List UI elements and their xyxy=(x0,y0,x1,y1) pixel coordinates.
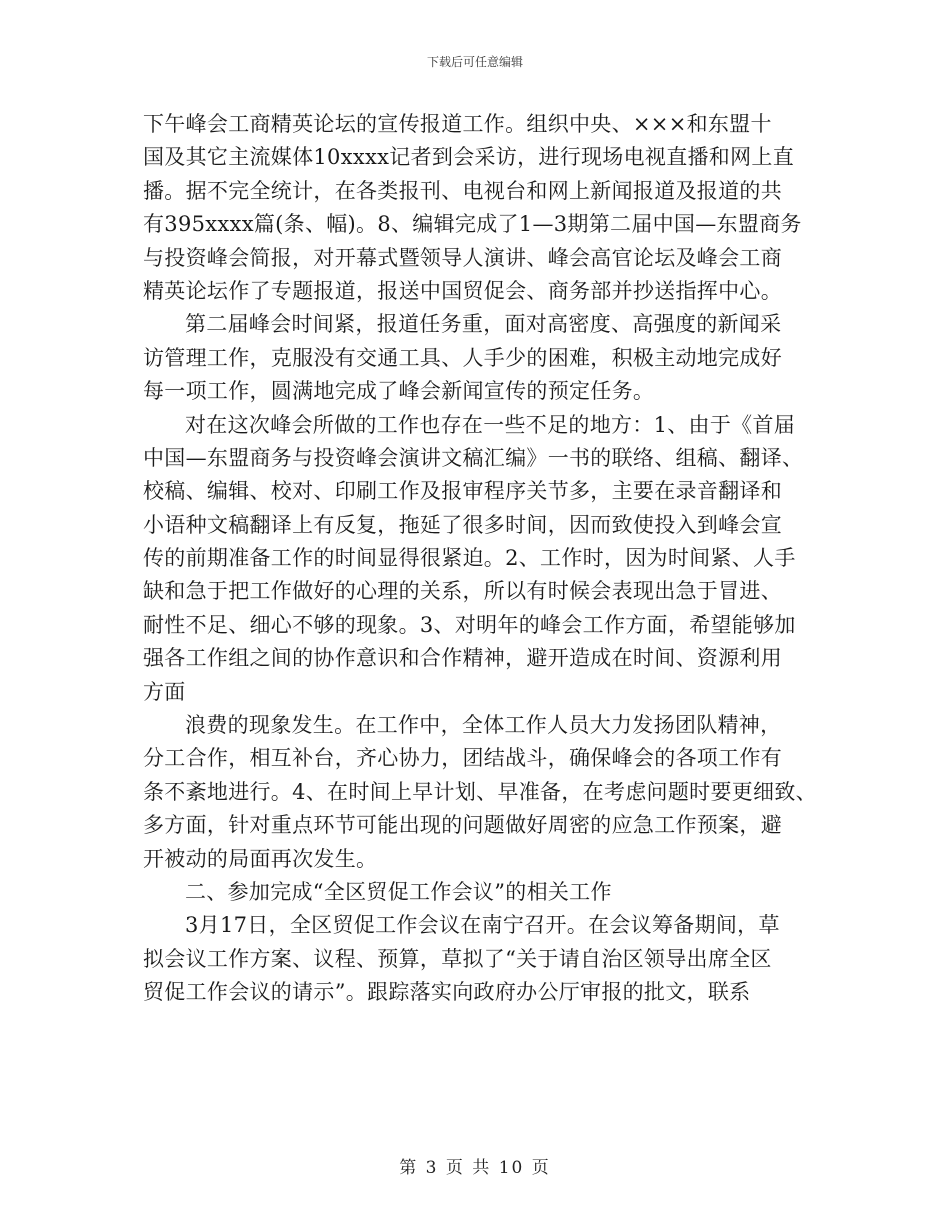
text-line: 条不紊地进行。4、在时间上早计划、早准备，在考虑问题时要更细致、 xyxy=(143,779,817,804)
text-line: 播。据不完全统计，在各类报刊、电视台和网上新闻报道及报道的共 xyxy=(143,178,782,203)
text-line: 开被动的局面再次发生。 xyxy=(143,846,378,871)
text-line: 访管理工作，克服没有交通工具、人手少的困难，积极主动地完成好 xyxy=(143,345,782,370)
text-line: 3月17日，全区贸促工作会议在南宁召开。在会议筹备期间，草 xyxy=(185,913,780,938)
text-line: 中国—东盟商务与投资峰会演讲文稿汇编》一书的联络、组稿、翻译、 xyxy=(143,445,804,470)
text-line: 传的前期准备工作的时间显得很紧迫。2、工作时，因为时间紧、人手 xyxy=(143,546,796,571)
text-line: 小语种文稿翻译上有反复，拖延了很多时间，因而致使投入到峰会宣 xyxy=(143,512,782,537)
text-line: 第二届峰会时间紧，报道任务重，面对高密度、高强度的新闻采 xyxy=(185,312,782,337)
text-line: 二、参加完成“全区贸促工作会议”的相关工作 xyxy=(185,879,612,904)
text-line: 下午峰会工商精英论坛的宣传报道工作。组织中央、×××和东盟十 xyxy=(143,112,772,136)
text-line: 拟会议工作方案、议程、预算，草拟了“关于请自治区领导出席全区 xyxy=(143,946,772,971)
text-line: 校稿、编辑、校对、印刷工作及报审程序关节多，主要在录音翻译和 xyxy=(143,479,782,504)
text-line: 贸促工作会议的请示”。跟踪落实向政府办公厅审报的批文，联系 xyxy=(143,980,751,1005)
text-line: 精英论坛作了专题报道，报送中国贸促会、商务部并抄送指挥中心。 xyxy=(143,278,782,303)
text-line: 分工合作，相互补台，齐心协力，团结战斗，确保峰会的各项工作有 xyxy=(143,746,782,771)
text-line: 多方面，针对重点环节可能出现的问题做好周密的应急工作预案，避 xyxy=(143,813,782,838)
text-line: 国及其它主流媒体10xxxx记者到会采访，进行现场电视直播和网上直 xyxy=(143,145,794,170)
page-number-footer: 第 3 页 共 10 页 xyxy=(399,1158,551,1178)
text-line: 缺和急于把工作做好的心理的关系，所以有时候会表现出急于冒进、 xyxy=(143,579,782,604)
page-header: 下载后可任意编辑 xyxy=(426,55,523,69)
text-line: 与投资峰会简报，对开幕式暨领导人演讲、峰会高官论坛及峰会工商 xyxy=(143,245,782,270)
text-line: 对在这次峰会所做的工作也存在一些不足的地方：1、由于《首届 xyxy=(185,412,796,437)
document-body xyxy=(143,108,817,1010)
text-line: 有395xxxx篇(条、幅)。8、编辑完成了1—3期第二届中国—东盟商务 xyxy=(143,212,802,237)
text-line: 耐性不足、细心不够的现象。3、对明年的峰会工作方面，希望能够加 xyxy=(143,612,796,637)
text-line: 强各工作组之间的协作意识和合作精神，避开造成在时间、资源利用 xyxy=(143,646,782,671)
text-line: 每一项工作，圆满地完成了峰会新闻宣传的预定任务。 xyxy=(143,379,655,404)
text-line: 浪费的现象发生。在工作中，全体工作人员大力发扬团队精神， xyxy=(185,713,782,738)
text-line: 方面 xyxy=(143,679,186,704)
